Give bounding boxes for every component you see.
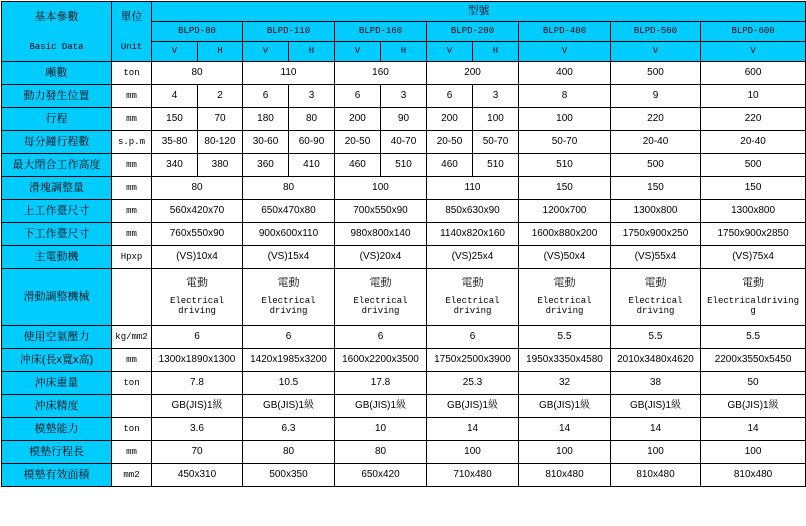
cell: 50 <box>701 372 806 395</box>
model-name: BLPD-110 <box>243 22 335 42</box>
cell: 20-50 <box>427 131 473 154</box>
cell: 60-90 <box>289 131 335 154</box>
row-label: 噸數 <box>2 62 112 85</box>
cell: 760x550x90 <box>152 223 243 246</box>
row-label: 最大閉合工作高度 <box>2 154 112 177</box>
cell-en: Electrical driving <box>628 295 683 317</box>
table-row <box>2 441 806 464</box>
cell: 500 <box>611 154 701 177</box>
cell: 1600x880x200 <box>519 223 611 246</box>
cell-cn: 電動 <box>461 277 484 290</box>
cell: 450x310 <box>152 464 243 487</box>
cell: 3.6 <box>152 418 243 441</box>
cell-cn: 電動 <box>553 277 576 290</box>
cell <box>152 269 243 326</box>
model-name: BLPD-80 <box>152 22 243 42</box>
cell: 150 <box>611 177 701 200</box>
cell: 14 <box>701 418 806 441</box>
cell-cn: 電動 <box>369 277 392 290</box>
cell: (VS)25x4 <box>427 246 519 269</box>
row-label: 上工作臺尺寸 <box>2 200 112 223</box>
table-row <box>2 372 806 395</box>
cell-en-tail: g <box>750 306 756 317</box>
cell: 100 <box>427 441 519 464</box>
table-row <box>2 349 806 372</box>
cell: 14 <box>611 418 701 441</box>
header-param-cn: 基本參數 <box>34 11 79 23</box>
cell: 200 <box>427 108 473 131</box>
cell: GB(JIS)1級 <box>519 395 611 418</box>
cell: 200 <box>427 62 519 85</box>
table-row <box>2 223 806 246</box>
cell: 1140x820x160 <box>427 223 519 246</box>
table-row <box>2 85 806 108</box>
cell <box>335 269 427 326</box>
sub-v: V <box>611 42 701 62</box>
cell: GB(JIS)1級 <box>152 395 243 418</box>
row-unit: mm <box>112 85 152 108</box>
row-label: 使用空氣壓力 <box>2 326 112 349</box>
cell: 10.5 <box>243 372 335 395</box>
header-unit-cn: 單位 <box>120 11 143 23</box>
cell: 90 <box>381 108 427 131</box>
cell: 80 <box>152 177 243 200</box>
table-row <box>2 326 806 349</box>
sub-v: V <box>701 42 806 62</box>
cell: 150 <box>701 177 806 200</box>
cell: 560x420x70 <box>152 200 243 223</box>
cell: 1300x800 <box>611 200 701 223</box>
cell: 25.3 <box>427 372 519 395</box>
cell: 1750x900x250 <box>611 223 701 246</box>
row-unit: kg/mm2 <box>112 326 152 349</box>
cell: 50-70 <box>519 131 611 154</box>
cell: 2 <box>198 85 243 108</box>
cell: 100 <box>611 441 701 464</box>
cell: 510 <box>473 154 519 177</box>
cell: 32 <box>519 372 611 395</box>
cell: 460 <box>335 154 381 177</box>
row-unit: ton <box>112 372 152 395</box>
cell: 6 <box>335 85 381 108</box>
cell: (VS)75x4 <box>701 246 806 269</box>
cell: 110 <box>243 62 335 85</box>
cell: 500x350 <box>243 464 335 487</box>
cell-en: Electricaldriving <box>707 295 799 306</box>
table-row <box>2 464 806 487</box>
cell: 50-70 <box>473 131 519 154</box>
table-row <box>2 269 806 326</box>
row-label: 滑動調整機械 <box>2 269 112 326</box>
table-row <box>2 246 806 269</box>
sub-v: V <box>519 42 611 62</box>
cell: 80 <box>335 441 427 464</box>
spec-table <box>1 1 806 487</box>
row-label: 模墊行程長 <box>2 441 112 464</box>
cell: GB(JIS)1級 <box>427 395 519 418</box>
cell: 35-80 <box>152 131 198 154</box>
sub-h: H <box>381 42 427 62</box>
cell: 100 <box>473 108 519 131</box>
cell: 6 <box>427 326 519 349</box>
cell <box>243 269 335 326</box>
row-label: 沖床精度 <box>2 395 112 418</box>
cell: 5.5 <box>611 326 701 349</box>
row-unit: mm <box>112 177 152 200</box>
cell: (VS)10x4 <box>152 246 243 269</box>
cell: 180 <box>243 108 289 131</box>
cell: (VS)20x4 <box>335 246 427 269</box>
cell: 1300x800 <box>701 200 806 223</box>
cell: 810x480 <box>519 464 611 487</box>
cell <box>427 269 519 326</box>
cell: 710x480 <box>427 464 519 487</box>
cell: 6.3 <box>243 418 335 441</box>
cell-en: Electrical driving <box>537 295 592 317</box>
cell: (VS)55x4 <box>611 246 701 269</box>
row-label: 模墊有效面積 <box>2 464 112 487</box>
row-label: 每分鐘行程數 <box>2 131 112 154</box>
row-label: 行程 <box>2 108 112 131</box>
table-row <box>2 154 806 177</box>
cell: 500 <box>701 154 806 177</box>
model-name: BLPD-600 <box>701 22 806 42</box>
cell: 30-60 <box>243 131 289 154</box>
cell: 980x800x140 <box>335 223 427 246</box>
cell: 220 <box>701 108 806 131</box>
cell: 1600x2200x3500 <box>335 349 427 372</box>
cell: 850x630x90 <box>427 200 519 223</box>
row-label: 動力發生位置 <box>2 85 112 108</box>
cell: (VS)50x4 <box>519 246 611 269</box>
cell: 460 <box>427 154 473 177</box>
cell: 650x420 <box>335 464 427 487</box>
cell-en: Electrical driving <box>261 295 316 317</box>
cell: 4 <box>152 85 198 108</box>
cell: 2200x3550x5450 <box>701 349 806 372</box>
cell: 9 <box>611 85 701 108</box>
table-row <box>2 395 806 418</box>
table-row <box>2 200 806 223</box>
sub-h: H <box>198 42 243 62</box>
cell: 38 <box>611 372 701 395</box>
cell: 6 <box>243 85 289 108</box>
row-unit: mm <box>112 441 152 464</box>
cell: 14 <box>519 418 611 441</box>
sub-h: H <box>289 42 335 62</box>
cell: 510 <box>519 154 611 177</box>
cell: 100 <box>519 441 611 464</box>
cell: 8 <box>519 85 611 108</box>
sub-v: V <box>243 42 289 62</box>
cell-cn: 電動 <box>644 277 667 290</box>
cell-en: Electrical driving <box>445 295 500 317</box>
cell: 7.8 <box>152 372 243 395</box>
table-row <box>2 131 806 154</box>
cell-cn: 電動 <box>742 277 765 290</box>
cell: 650x470x80 <box>243 200 335 223</box>
row-label: 下工作臺尺寸 <box>2 223 112 246</box>
sub-v: V <box>335 42 381 62</box>
row-label: 模墊能力 <box>2 418 112 441</box>
cell: 500 <box>611 62 701 85</box>
cell: 810x480 <box>611 464 701 487</box>
sub-v: V <box>152 42 198 62</box>
cell <box>611 269 701 326</box>
cell: 100 <box>701 441 806 464</box>
row-unit <box>112 395 152 418</box>
row-label: 滑塊調整量 <box>2 177 112 200</box>
cell: 70 <box>198 108 243 131</box>
cell: GB(JIS)1級 <box>335 395 427 418</box>
row-label: 沖床重量 <box>2 372 112 395</box>
cell-cn: 電動 <box>277 277 300 290</box>
cell: 5.5 <box>519 326 611 349</box>
cell: 10 <box>701 85 806 108</box>
cell: 1750x900x2850 <box>701 223 806 246</box>
cell: GB(JIS)1級 <box>243 395 335 418</box>
cell: 1950x3350x4580 <box>519 349 611 372</box>
cell: 150 <box>152 108 198 131</box>
cell: 3 <box>473 85 519 108</box>
cell <box>519 269 611 326</box>
header-param <box>2 2 112 62</box>
cell: 5.5 <box>701 326 806 349</box>
cell: 1420x1985x3200 <box>243 349 335 372</box>
table-row <box>2 108 806 131</box>
cell: GB(JIS)1級 <box>611 395 701 418</box>
cell: 360 <box>243 154 289 177</box>
cell: 20-40 <box>611 131 701 154</box>
row-unit: mm <box>112 223 152 246</box>
model-name: BLPD-400 <box>519 22 611 42</box>
header-param-en: Basic Data <box>29 41 84 52</box>
row-unit: mm <box>112 349 152 372</box>
header-unit-en: Unit <box>120 41 143 52</box>
cell: 70 <box>152 441 243 464</box>
row-unit: Hpxp <box>112 246 152 269</box>
row-unit: mm2 <box>112 464 152 487</box>
sub-v: V <box>427 42 473 62</box>
cell-cn: 電動 <box>186 277 208 290</box>
row-unit: mm <box>112 200 152 223</box>
cell: 150 <box>519 177 611 200</box>
cell-en: Electrical driving <box>353 295 408 317</box>
cell: 17.8 <box>335 372 427 395</box>
cell: 100 <box>335 177 427 200</box>
cell: 80 <box>289 108 335 131</box>
cell: 700x550x90 <box>335 200 427 223</box>
cell: 200 <box>335 108 381 131</box>
cell: 100 <box>519 108 611 131</box>
cell: 900x600x110 <box>243 223 335 246</box>
cell: 3 <box>381 85 427 108</box>
cell <box>701 269 806 326</box>
cell: 1750x2500x3900 <box>427 349 519 372</box>
cell: GB(JIS)1級 <box>701 395 806 418</box>
table-row <box>2 418 806 441</box>
cell: 220 <box>611 108 701 131</box>
cell: 2010x3480x4620 <box>611 349 701 372</box>
cell: 160 <box>335 62 427 85</box>
row-unit: ton <box>112 62 152 85</box>
cell: 80 <box>243 441 335 464</box>
cell: (VS)15x4 <box>243 246 335 269</box>
cell: 6 <box>427 85 473 108</box>
model-name: BLPD-500 <box>611 22 701 42</box>
row-label: 主電動機 <box>2 246 112 269</box>
cell: 10 <box>335 418 427 441</box>
header-unit <box>112 2 152 62</box>
cell: 6 <box>335 326 427 349</box>
model-name: BLPD-160 <box>335 22 427 42</box>
cell: 810x480 <box>701 464 806 487</box>
cell: 40-70 <box>381 131 427 154</box>
cell: 380 <box>198 154 243 177</box>
row-label: 沖床(長x寬x高) <box>2 349 112 372</box>
cell: 600 <box>701 62 806 85</box>
row-unit: mm <box>112 108 152 131</box>
model-name: BLPD-200 <box>427 22 519 42</box>
cell: 400 <box>519 62 611 85</box>
row-unit: ton <box>112 418 152 441</box>
row-unit: s.p.m <box>112 131 152 154</box>
cell: 410 <box>289 154 335 177</box>
cell: 340 <box>152 154 198 177</box>
row-unit: mm <box>112 154 152 177</box>
cell: 1200x700 <box>519 200 611 223</box>
cell: 110 <box>427 177 519 200</box>
table-row <box>2 62 806 85</box>
cell: 20-40 <box>701 131 806 154</box>
cell: 6 <box>243 326 335 349</box>
cell: 3 <box>289 85 335 108</box>
table-row <box>2 177 806 200</box>
row-unit <box>112 269 152 326</box>
sub-h: H <box>473 42 519 62</box>
cell: 14 <box>427 418 519 441</box>
cell: 80-120 <box>198 131 243 154</box>
cell: 6 <box>152 326 243 349</box>
cell: 80 <box>152 62 243 85</box>
cell: 510 <box>381 154 427 177</box>
cell: 20-50 <box>335 131 381 154</box>
header-model-title: 型號 <box>152 2 806 22</box>
cell: 1300x1890x1300 <box>152 349 243 372</box>
cell-en: Electrical driving <box>169 295 224 317</box>
cell: 80 <box>243 177 335 200</box>
